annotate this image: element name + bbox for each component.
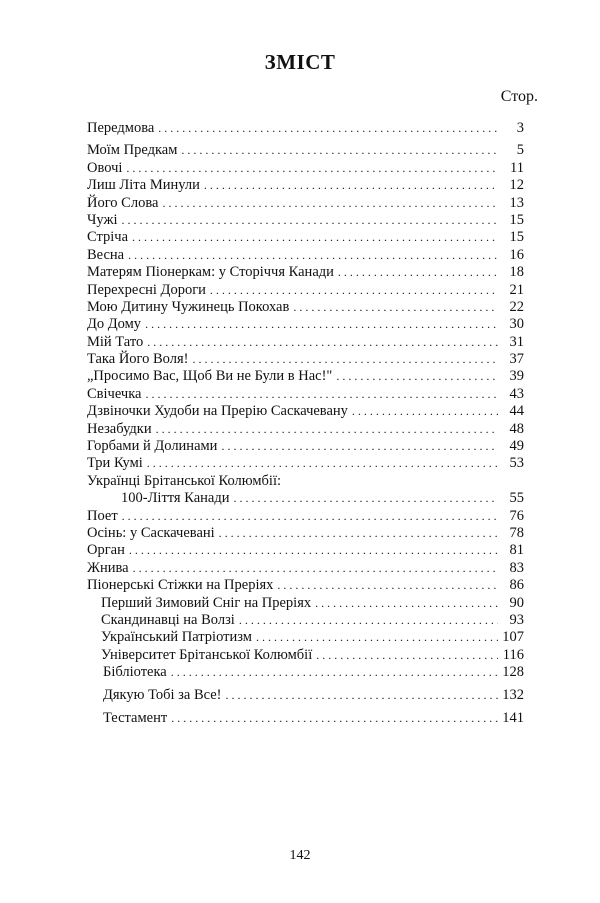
toc-entry-page: 43 [509,385,524,402]
toc-entry-title: Бібліотека [103,664,167,681]
toc-entry-title: Моїм Предкам [87,142,178,159]
dot-leader [171,664,498,681]
toc-entry-title: Весна [87,246,125,263]
toc-entry [87,264,524,281]
toc-entry-page: 31 [509,333,524,350]
toc-entry-page: 78 [509,524,524,541]
toc-entry-title: Мій Тато [87,333,144,350]
toc-entry-title: Чужі [87,211,118,228]
toc-entry-title: Орган [87,542,125,559]
dot-leader [192,351,498,368]
toc-entry-page: 30 [509,316,524,333]
dot-leader [156,421,498,438]
toc-entry [87,577,524,594]
toc-entry-page: 37 [509,351,524,368]
toc-entry [87,612,524,629]
toc-entry-page: 13 [509,194,524,211]
toc-entry [87,687,524,704]
toc-entry-title: Українці Брітанської Колюмбії: [87,472,282,489]
toc-entry-page: 141 [502,709,524,726]
toc-entry-page: 128 [502,664,524,681]
dot-leader [221,438,498,455]
toc-entry [87,542,524,559]
toc-entry [87,490,524,507]
dot-leader [233,490,498,507]
dot-leader [147,455,498,472]
toc-entry [87,177,524,194]
toc-entry-page: 5 [516,142,524,159]
toc-entry-page: 93 [509,611,524,628]
page-column-header: Стор. [500,88,538,105]
dot-leader [239,612,498,629]
toc-entry [87,595,524,612]
page-title: ЗМІСТ [264,50,336,74]
toc-entry-title: Піонерські Стіжки на Преріях [87,577,274,594]
toc-entry [87,316,524,333]
toc-entry-title: Жнива [87,559,129,576]
toc-entry-title: Мою Дитину Чужинець Покохав [87,298,290,315]
toc-entry [87,120,524,137]
toc-entry-title: Дякую Тобі за Все! [103,686,222,703]
toc-entry-title: Передмова [87,120,155,136]
toc-entry-page: 11 [510,159,524,176]
dot-leader [277,577,498,594]
toc-entry-title: Лиш Літа Минули [87,177,200,194]
dot-leader [338,264,498,281]
toc-entry-page: 55 [509,490,524,507]
toc-entry-title: Перший Зимовий Сніг на Преріях [101,594,312,611]
toc-entry [87,368,524,385]
toc-entry-title: „Просимо Вас, Щоб Ви не Були в Нас!" [87,368,333,385]
toc-entry [87,282,524,299]
toc-entry [87,421,524,438]
toc-entry [87,403,524,420]
toc-entry-title: Тестамент [103,709,168,726]
toc-entry [87,455,524,472]
toc-entry-title: Поет [87,507,118,524]
toc-entry-title: Незабудки [87,420,152,437]
dot-leader [145,316,498,333]
toc-entry [87,525,524,542]
dot-leader [158,120,498,137]
dot-leader [126,160,498,177]
toc-entry [87,508,524,525]
dot-leader [210,282,498,299]
toc-entry-page: 44 [509,403,524,420]
toc-entry-title: Скандинавці на Волзі [101,611,235,628]
dot-leader [133,560,498,577]
toc-entry-page: 3 [516,120,524,136]
toc-entry [87,560,524,577]
toc-entry [87,664,524,681]
toc-entry-page: 12 [509,177,524,194]
dot-leader [147,334,498,351]
toc-entry-page: 15 [509,229,524,246]
dot-leader [171,710,498,727]
dot-leader [316,647,498,664]
toc-entry [87,195,524,212]
dot-leader [204,177,498,194]
toc-entry-page: 132 [502,686,524,703]
page-number: 142 [289,848,311,863]
toc-entry-title: До Дому [87,316,142,333]
toc-entry [87,386,524,403]
toc-entry [87,160,524,177]
toc-entry-title: Овочі [87,159,123,176]
dot-leader [128,247,498,264]
toc-entry-title: 100-Ліття Канади [121,490,230,507]
dot-leader [145,386,498,403]
toc-entry [87,212,524,229]
toc-entry-page: 76 [509,507,524,524]
toc-entry [87,473,524,490]
dot-leader [162,195,498,212]
toc-entry [87,438,524,455]
toc-entry [87,647,524,664]
dot-leader [129,542,498,559]
toc-entry-title: Перехресні Дороги [87,281,206,298]
toc-entry-title: Горбами й Долинами [87,438,218,455]
toc-entry-title: Дзвіночки Худоби на Прерію Саскачевану [87,403,348,420]
toc-entry-title: Його Слова [87,194,159,211]
toc-entry-page: 90 [509,594,524,611]
toc-entry-page: 53 [509,455,524,472]
table-of-contents [87,120,524,727]
toc-entry-page: 22 [509,298,524,315]
toc-entry-page: 21 [509,281,524,298]
dot-leader [336,368,498,385]
toc-entry-page: 116 [502,646,524,663]
toc-entry-page: 39 [509,368,524,385]
toc-entry [87,351,524,368]
toc-entry-page: 86 [509,577,524,594]
dot-leader [226,687,499,704]
toc-entry-page: 83 [509,559,524,576]
toc-entry-title: Університет Брітанської Колюмбії [101,646,313,663]
toc-entry [87,247,524,264]
toc-entry-page: 16 [509,246,524,263]
toc-entry-page: 107 [502,629,524,646]
toc-entry-title: Матерям Піонеркам: у Сторіччя Канади [87,264,334,281]
toc-entry-title: Така Його Воля! [87,351,189,368]
toc-entry [87,142,524,159]
toc-entry-title: Три Кумі [87,455,143,472]
dot-leader [293,299,498,316]
toc-entry-title: Український Патріотизм [101,629,252,646]
toc-entry-title: Свічечка [87,385,142,402]
toc-entry [87,334,524,351]
toc-entry-page: 81 [509,542,524,559]
toc-entry-title: Осінь: у Саскачевані [87,524,215,541]
dot-leader [219,525,498,542]
dot-leader [352,403,498,420]
dot-leader [315,595,498,612]
dot-leader [256,629,498,646]
toc-entry-page: 49 [509,438,524,455]
dot-leader [181,142,498,159]
dot-leader [132,229,498,246]
toc-entry-title: Стріча [87,229,129,246]
toc-entry [87,299,524,316]
toc-entry-page: 15 [509,211,524,228]
toc-entry-page: 48 [509,420,524,437]
dot-leader [122,212,498,229]
toc-entry [87,629,524,646]
toc-entry-page: 18 [509,264,524,281]
dot-leader [122,508,498,525]
toc-entry [87,710,524,727]
toc-entry [87,229,524,246]
